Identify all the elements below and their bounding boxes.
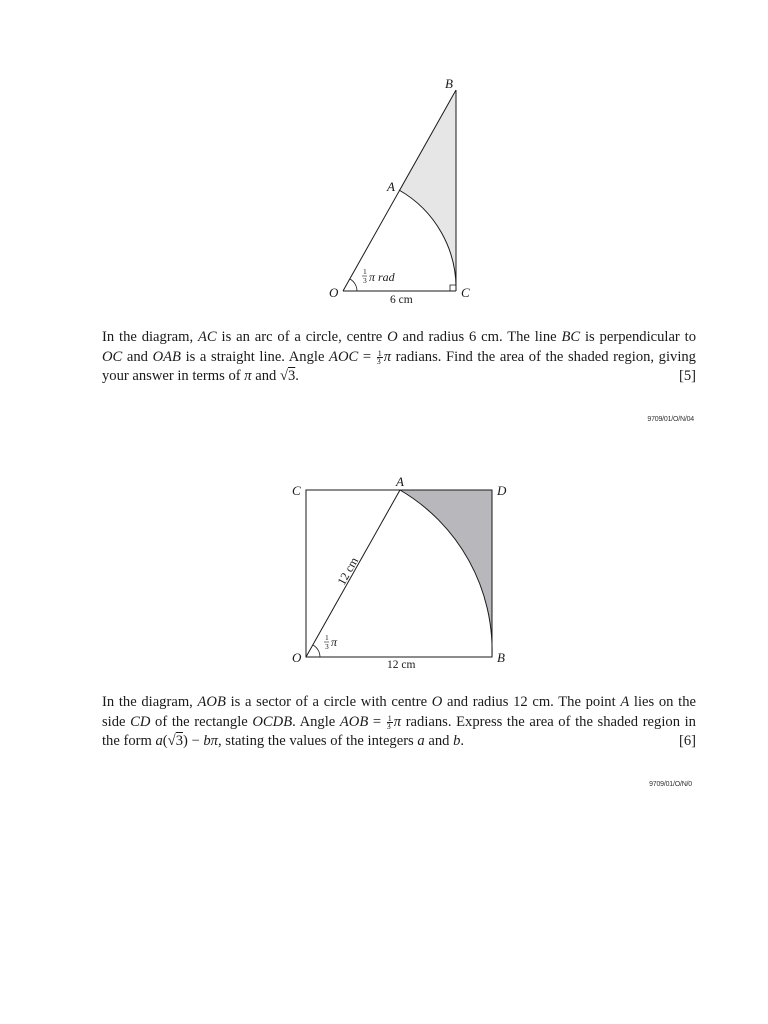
angle-label: π <box>331 635 338 649</box>
label-C: C <box>292 483 301 498</box>
figure-1 <box>0 70 768 310</box>
angle-arc-O <box>313 645 320 657</box>
base-label: 6 cm <box>390 294 413 306</box>
label-A: A <box>396 474 404 489</box>
right-angle-marker <box>450 285 456 291</box>
question-1 <box>102 328 696 387</box>
label-B: B <box>445 76 453 91</box>
base-label: 12 cm <box>387 659 416 671</box>
question-1-line-3: your answer in terms of π and √3. [5] <box>102 367 696 387</box>
fraction-one-third: $\frac{1}{3}$ <box>376 348 382 366</box>
angle-frac-den: 3 <box>363 276 367 285</box>
reference-code-2: 9709/01/O/N/0 <box>649 781 692 788</box>
marks-1: [5] <box>678 368 696 384</box>
angle-label: π rad <box>369 270 395 284</box>
label-D: D <box>497 483 507 498</box>
question-2-line-2: side CD of the rectangle OCDB. Angle AOB = $\frac{1}{3}$ π radians. Express the area of the shaded region in <box>102 713 696 731</box>
question-1-line-2: OC and OAB is a straight line. Angle AOC = $\frac{1}{3}$ π radians. Find the area of the shaded region, giving <box>102 348 696 366</box>
angle-frac-num: 1 <box>363 267 367 276</box>
label-O: O <box>292 650 302 665</box>
question-1-line-1: In the diagram, AC is an arc of a circle, centre O and radius 6 cm. The line BC is perpendicular to <box>102 329 696 345</box>
figure-2 <box>0 470 768 680</box>
radius-label: 12 cm <box>334 554 362 588</box>
marks-2: [6] <box>678 733 696 749</box>
shaded-region-1 <box>399 90 456 291</box>
angle-frac-num: 1 <box>325 633 329 642</box>
reference-code-1: 9709/01/O/N/04 <box>647 416 694 423</box>
shaded-region-2 <box>400 490 492 657</box>
question-2-line-1: In the diagram, AOB is a sector of a circle with centre O and radius 12 cm. The point A lies on the <box>102 694 696 710</box>
label-B: B <box>497 650 505 665</box>
angle-frac-den: 3 <box>325 642 329 651</box>
label-O: O <box>329 285 339 300</box>
label-A: A <box>387 179 395 194</box>
question-2 <box>102 693 696 752</box>
question-2-line-3: the form a(√3) − bπ, stating the values of the integers a and b. [6] <box>102 732 696 752</box>
label-C: C <box>461 285 470 300</box>
fraction-one-third: $\frac{1}{3}$ <box>386 713 392 731</box>
angle-arc-O <box>350 279 357 291</box>
